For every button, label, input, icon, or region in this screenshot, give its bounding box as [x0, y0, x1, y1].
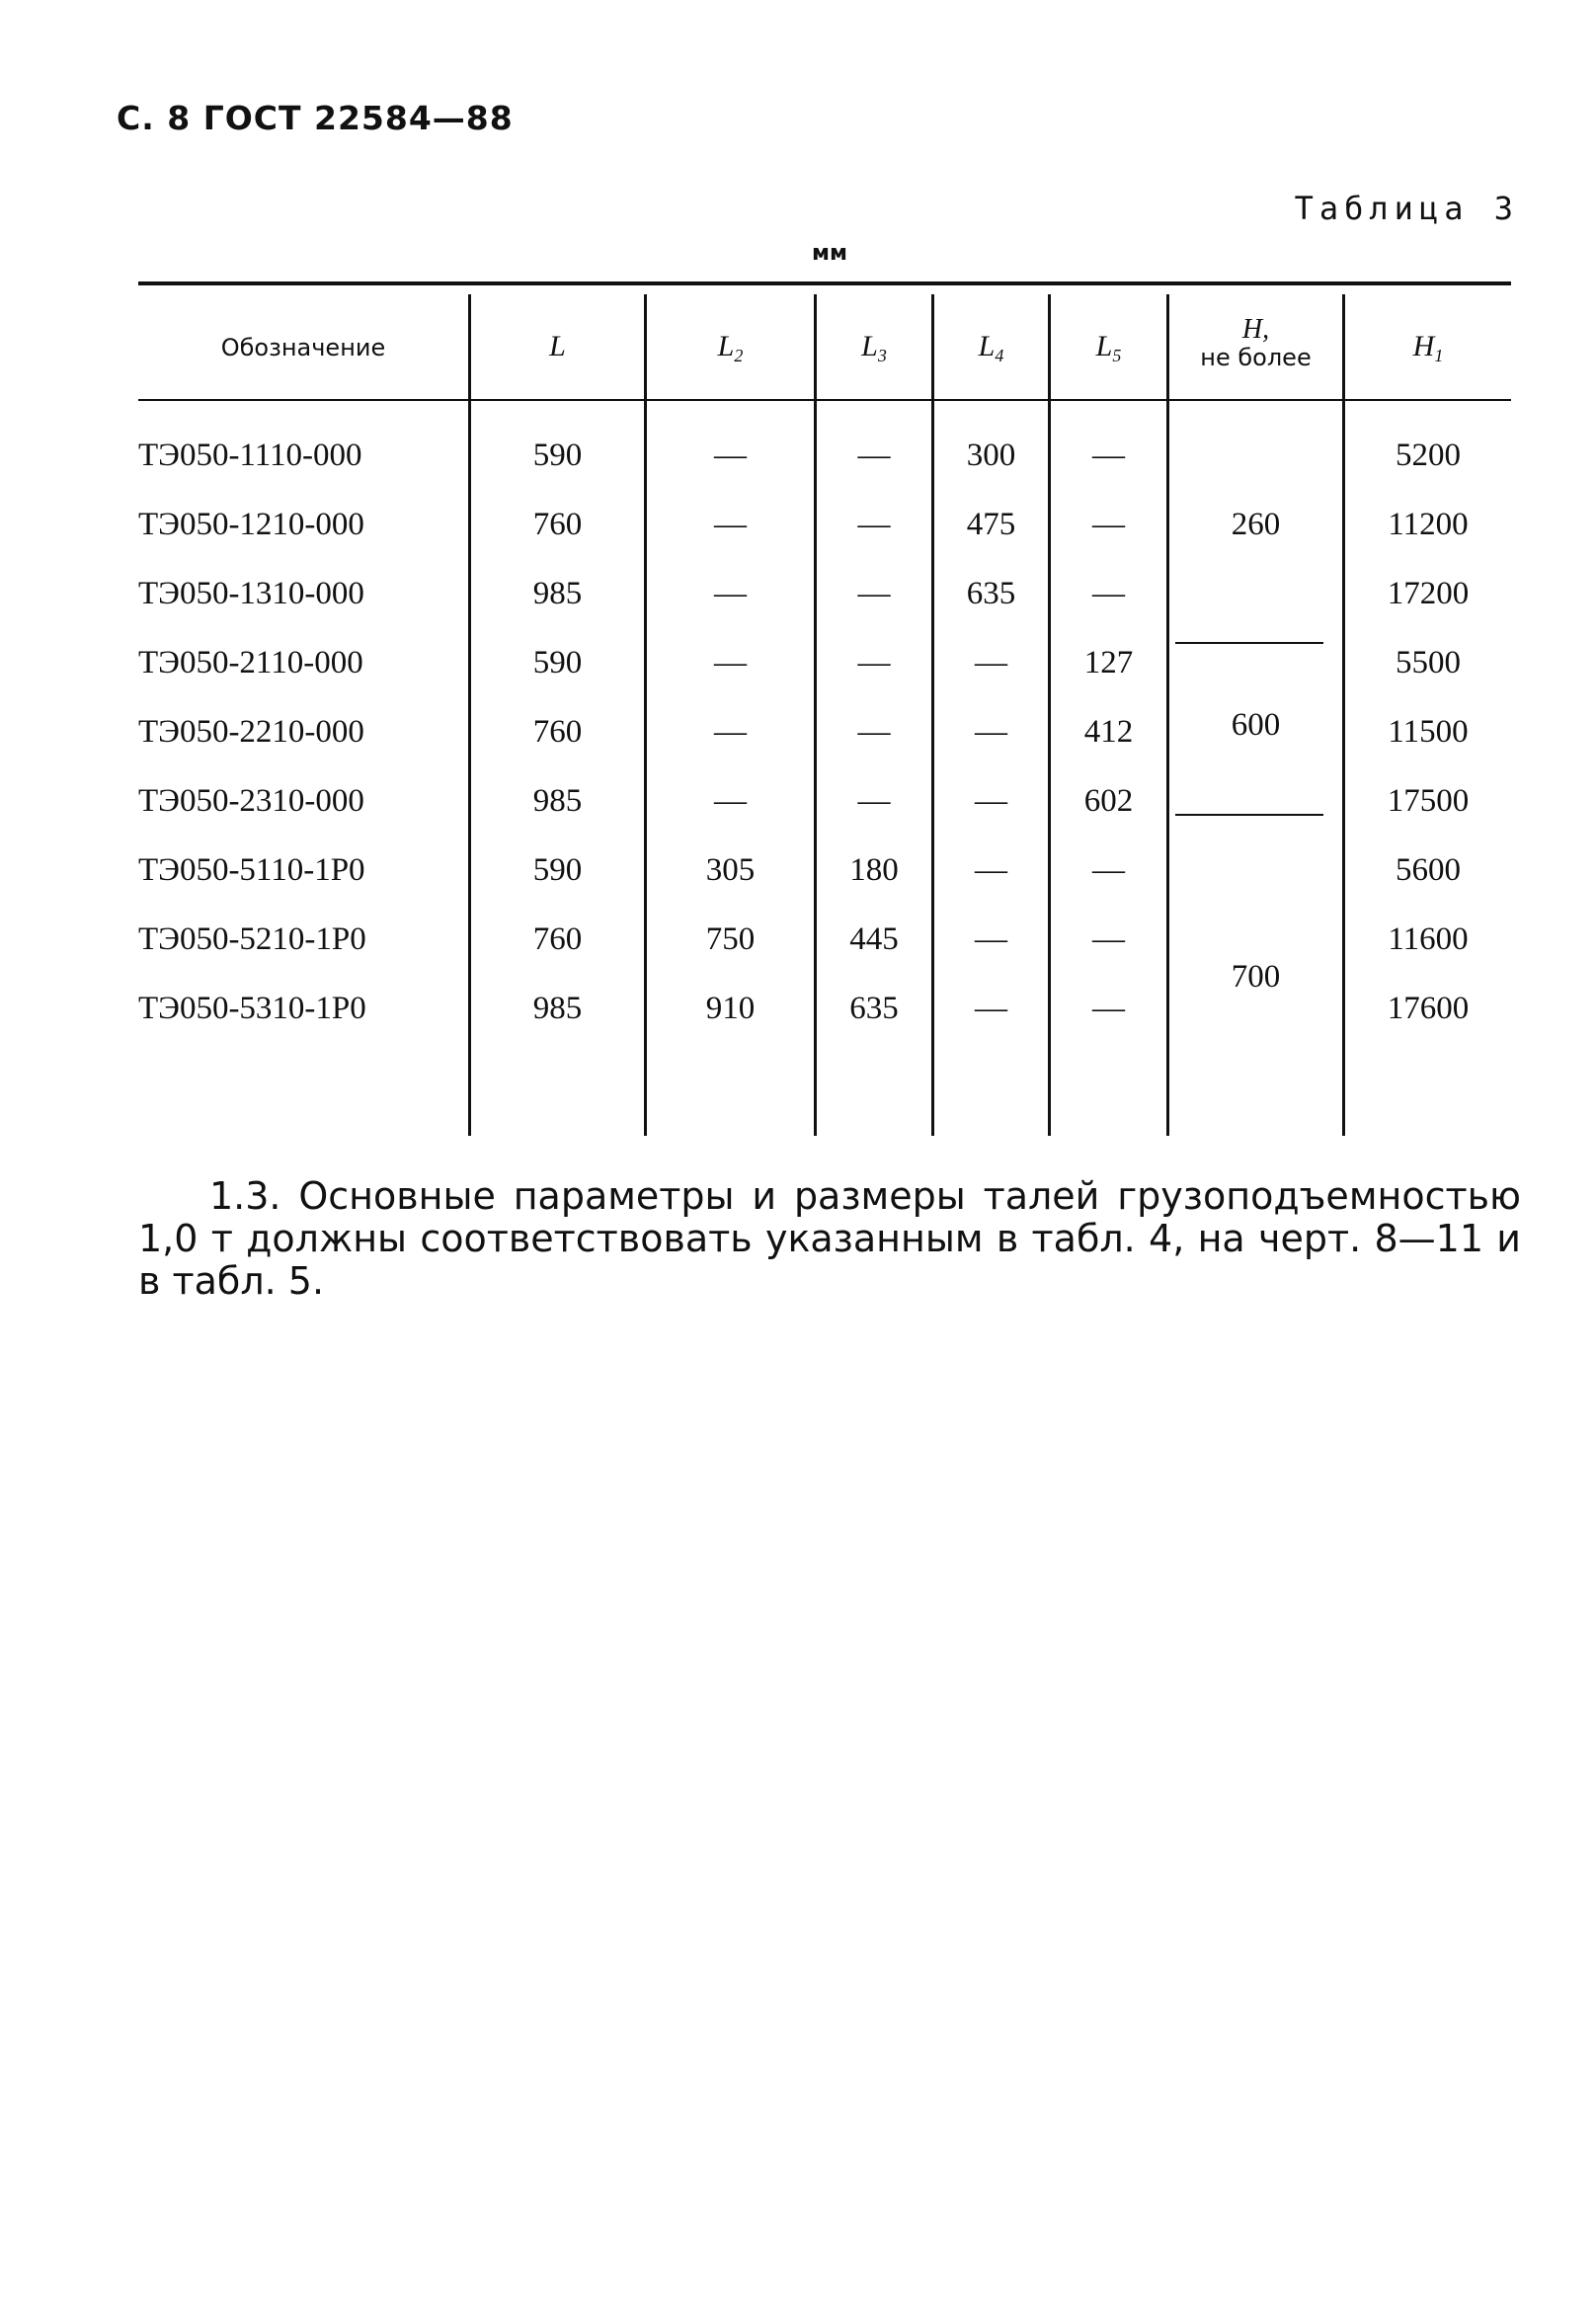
table-cell-H-group: 600: [1231, 707, 1281, 743]
table-cell-H-group: 700: [1231, 959, 1281, 995]
table-row-designation: ТЭ050-1110-000: [138, 438, 362, 473]
table-cell-L: 985: [532, 576, 583, 611]
table-top-rule: [138, 281, 1511, 285]
table-cell-L4: —: [975, 645, 1007, 680]
table-label: Таблица 3: [1294, 190, 1519, 227]
table-cell-L2: —: [714, 714, 747, 750]
group-divider-1: [1175, 642, 1323, 644]
table-row-designation: ТЭ050-2310-000: [138, 783, 364, 819]
table-cell-L4: —: [975, 991, 1007, 1026]
table-cell-L4: 300: [966, 438, 1016, 473]
table-cell-L4: —: [975, 852, 1007, 888]
table-cell-L4: 635: [966, 576, 1016, 611]
header-H-symbol: H,: [1241, 314, 1270, 345]
table-cell-L3: —: [857, 576, 891, 611]
table-cell-H-group: 260: [1231, 507, 1281, 542]
table-cell-L: 760: [532, 921, 583, 957]
table-cell-L4: 475: [966, 507, 1016, 542]
header-L4-sub: 4: [995, 346, 1004, 365]
table-cell-L: 590: [532, 852, 583, 888]
table-row-designation: ТЭ050-5110-1Р0: [138, 852, 365, 888]
table-cell-L2: —: [714, 645, 747, 680]
table-cell-H1: 5500: [1396, 645, 1461, 680]
table-cell-L: 590: [532, 438, 583, 473]
table-row-designation: ТЭ050-1210-000: [138, 507, 364, 542]
header-bottom-rule: [138, 399, 1511, 401]
table-cell-L5: 602: [1083, 783, 1134, 819]
table-cell-L5: —: [1092, 576, 1125, 611]
header-H-note: не более: [1200, 344, 1312, 371]
table-cell-L4: —: [975, 783, 1007, 819]
table-cell-L3: 180: [849, 852, 899, 888]
table-cell-L3: —: [857, 438, 891, 473]
table-cell-L2: —: [714, 438, 747, 473]
header-L: L: [549, 330, 566, 362]
units-label: мм: [812, 241, 847, 266]
header-L2: [647, 330, 814, 366]
header-H: [1169, 316, 1342, 371]
table-row-designation: ТЭ050-2110-000: [138, 645, 363, 680]
table-cell-L: 760: [532, 714, 583, 750]
paragraph-text: 1.3. Основные параметры и размеры талей грузоподъемностью 1,0 т должны соответствовать указанным в табл. 4, на черт. 8—11 и в табл. 5.: [138, 1174, 1521, 1303]
table-cell-L2: 305: [705, 852, 756, 888]
table-cell-H1: 17200: [1387, 576, 1470, 611]
table-row-designation: ТЭ050-5210-1Р0: [138, 921, 366, 957]
header-L3-letter: L: [861, 330, 878, 362]
table-cell-L: 985: [532, 783, 583, 819]
table-cell-L5: —: [1092, 852, 1125, 888]
header-L2-letter: L: [717, 330, 735, 362]
table-cell-L: 985: [532, 991, 583, 1026]
table-cell-L3: —: [857, 645, 891, 680]
table-cell-H1: 17500: [1387, 783, 1470, 819]
table-cell-H1: 5600: [1396, 852, 1461, 888]
header-L5: [1051, 330, 1166, 366]
table-cell-L5: 412: [1083, 714, 1134, 750]
table-cell-L4: —: [975, 921, 1007, 957]
header-L3: [817, 330, 931, 366]
table-cell-L2: 910: [705, 991, 756, 1026]
table-cell-L2: —: [714, 783, 747, 819]
table-cell-H1: 17600: [1387, 991, 1470, 1026]
table-cell-L3: —: [857, 507, 891, 542]
table-cell-L3: —: [857, 714, 891, 750]
table-cell-L: 760: [532, 507, 583, 542]
table-cell-H1: 11200: [1388, 507, 1469, 542]
page-header: С. 8 ГОСТ 22584—88: [117, 99, 514, 137]
table-cell-L2: 750: [705, 921, 756, 957]
header-L3-sub: 3: [877, 346, 887, 365]
header-L4-letter: L: [978, 330, 996, 362]
table-cell-L5: 127: [1083, 645, 1134, 680]
header-L5-sub: 5: [1112, 346, 1122, 365]
table-cell-H1: 5200: [1396, 438, 1461, 473]
header-L4: [934, 330, 1048, 366]
header-designation: Обозначение: [220, 334, 386, 361]
header-L5-letter: L: [1095, 330, 1113, 362]
table-cell-H1: 11600: [1388, 921, 1469, 957]
table-cell-L3: 445: [849, 921, 899, 957]
table-row-designation: ТЭ050-1310-000: [138, 576, 364, 611]
table-row-designation: ТЭ050-2210-000: [138, 714, 364, 750]
header-L2-sub: 2: [734, 346, 744, 365]
paragraph-1-3: [138, 1175, 1521, 1303]
table-cell-L: 590: [532, 645, 583, 680]
header-H1-sub: 1: [1434, 346, 1444, 365]
table-cell-L2: —: [714, 576, 747, 611]
table-cell-L5: —: [1092, 438, 1125, 473]
table-cell-L2: —: [714, 507, 747, 542]
table-cell-L5: —: [1092, 991, 1125, 1026]
table-cell-H1: 11500: [1388, 714, 1469, 750]
table-cell-L5: —: [1092, 507, 1125, 542]
table-cell-L4: —: [975, 714, 1007, 750]
table-row-designation: ТЭ050-5310-1Р0: [138, 991, 366, 1026]
group-divider-2: [1175, 814, 1323, 816]
table-cell-L3: 635: [849, 991, 899, 1026]
table-cell-L5: —: [1092, 921, 1125, 957]
header-H1-letter: H: [1412, 330, 1435, 362]
table-cell-L3: —: [857, 783, 891, 819]
header-H1: [1345, 330, 1511, 366]
